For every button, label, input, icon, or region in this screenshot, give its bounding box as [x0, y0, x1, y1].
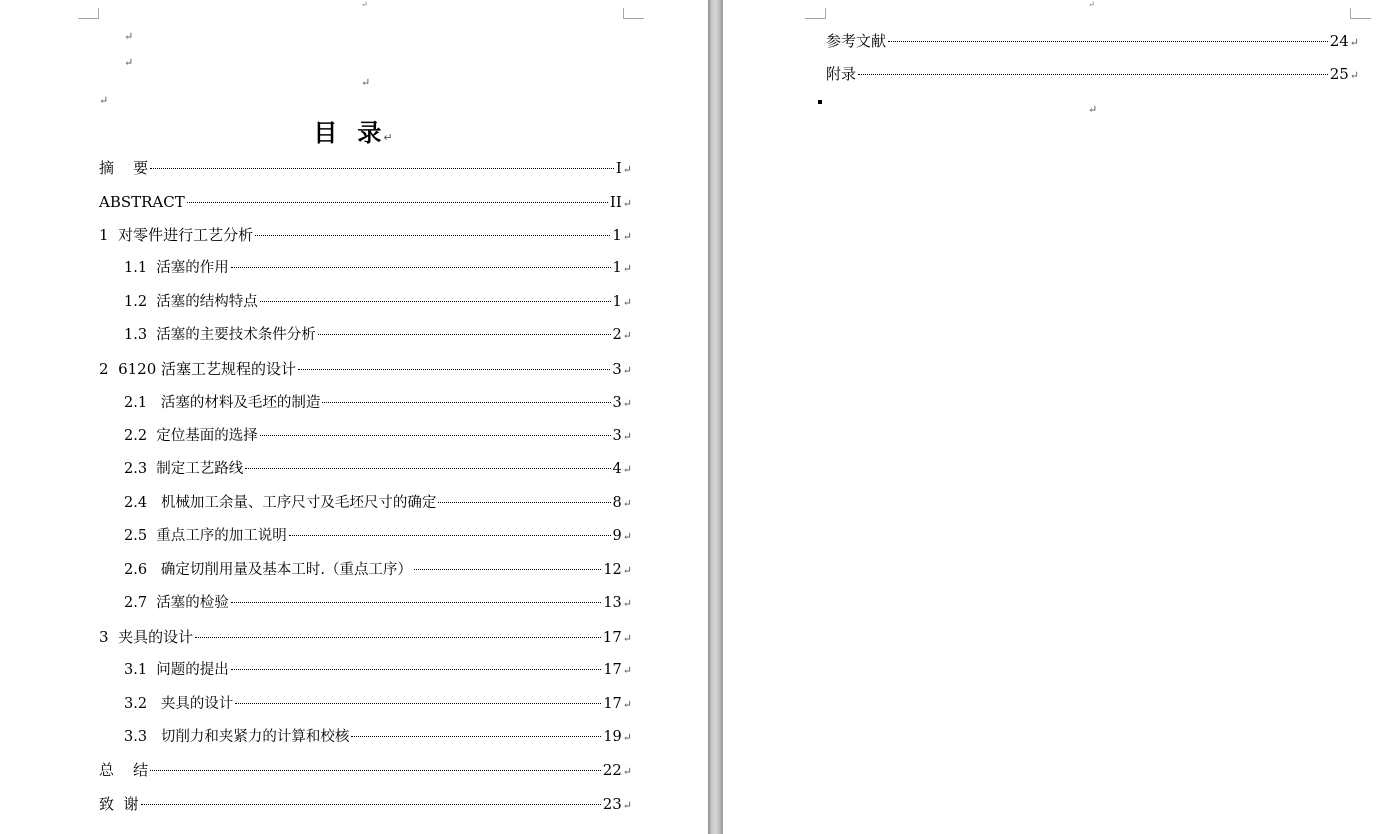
toc-entry[interactable] [124, 560, 632, 580]
toc-entry[interactable] [124, 493, 632, 513]
toc-title-char-2: 录 [357, 119, 384, 147]
paragraph-mark: ↵ [622, 163, 632, 176]
toc-entry-page: 17 [602, 628, 622, 646]
toc-entry-label: 活塞的作用 [156, 260, 229, 276]
paragraph-mark: ↵ [622, 799, 632, 812]
paragraph-mark: ↵ [124, 30, 134, 43]
toc-entry[interactable] [124, 459, 632, 479]
paragraph-mark: ↵ [361, 76, 371, 89]
toc-entry[interactable] [826, 64, 1359, 84]
toc-leader-dots [318, 334, 611, 335]
toc-entry-label: 6120 活塞工艺规程的设计 [118, 360, 297, 378]
paragraph-mark: ↵ [622, 230, 632, 243]
toc-entry-page: 23 [602, 795, 622, 813]
toc-entry-number: 2.3 [124, 461, 157, 477]
margin-corner-top-right [1350, 8, 1371, 19]
toc-entry-number: 3.1 [124, 662, 157, 678]
toc-leader-dots [150, 168, 614, 169]
toc-entry-label: 问题的提出 [156, 662, 229, 678]
paragraph-mark: ↵ [1349, 69, 1359, 82]
toc-entry-page: 17 [603, 662, 622, 678]
toc-leader-dots [414, 569, 601, 570]
toc-entry-page: 2 [612, 327, 622, 343]
toc-entry-number: 1 [99, 226, 119, 244]
paragraph-mark: ↵ [622, 765, 632, 778]
toc-entry-page: 17 [603, 696, 622, 712]
document-page-right [723, 0, 1387, 834]
toc-entry-page: 3 [612, 395, 622, 411]
paragraph-mark: ↵ [622, 197, 632, 210]
toc-entry-page: 24 [1329, 32, 1349, 50]
paragraph-mark: ↵ [622, 397, 632, 410]
margin-corner-top-right [623, 8, 644, 19]
paragraph-mark: ↵ [124, 56, 134, 69]
toc-leader-dots [231, 669, 602, 670]
toc-entry-number: 2.6 [124, 562, 157, 578]
toc-entry-label: 致 谢 [99, 795, 139, 813]
toc-entry-page: 8 [612, 495, 622, 511]
header-paragraph-mark: ↵ [361, 0, 368, 9]
toc-entry[interactable] [124, 292, 632, 312]
toc-entry-label: 制定工艺路线 [156, 461, 244, 477]
toc-entry-label: 活塞的检验 [156, 595, 229, 611]
toc-entry-label: 活塞的材料及毛坯的制造 [156, 395, 321, 411]
toc-entry-page: 22 [602, 761, 622, 779]
paragraph-mark: ↵ [622, 497, 632, 510]
toc-entry-number: 1.2 [124, 294, 157, 310]
toc-entry-page: 1 [612, 226, 622, 244]
toc-leader-dots [858, 74, 1328, 75]
toc-leader-dots [351, 736, 601, 737]
toc-entry-number: 2.2 [124, 428, 157, 444]
toc-leader-dots [187, 202, 608, 203]
toc-entry-label: 附录 [826, 65, 857, 83]
toc-entry-number: 2.7 [124, 595, 157, 611]
toc-leader-dots [260, 435, 611, 436]
toc-entry[interactable] [99, 359, 632, 379]
toc-entry-page: 19 [603, 729, 622, 745]
toc-leader-dots [235, 703, 601, 704]
toc-entry-label: 切削力和夹紧力的计算和校核 [156, 729, 350, 745]
toc-entry-page: 25 [1329, 65, 1349, 83]
paragraph-mark: ↵ [622, 530, 632, 543]
toc-entry[interactable] [124, 258, 632, 278]
paragraph-mark: ↵ [622, 564, 632, 577]
toc-entry-label: 对零件进行工艺分析 [118, 226, 254, 244]
toc-entry[interactable] [124, 393, 632, 413]
toc-entry-number: 2 [99, 360, 119, 378]
toc-entry[interactable] [124, 727, 632, 747]
toc-entry-page: 3 [612, 360, 622, 378]
toc-leader-dots [438, 502, 610, 503]
toc-leader-dots [255, 235, 610, 236]
toc-title [0, 113, 708, 148]
toc-entry-label: 夹具的设计 [118, 628, 194, 646]
margin-corner-top-left [78, 8, 99, 19]
paragraph-mark: ↵ [622, 296, 632, 309]
toc-leader-dots [231, 267, 611, 268]
toc-leader-dots [231, 602, 602, 603]
toc-leader-dots [260, 301, 611, 302]
paragraph-mark: ↵ [622, 664, 632, 677]
toc-entry[interactable] [99, 225, 632, 245]
toc-entry[interactable] [826, 31, 1359, 51]
toc-entry-page: II [609, 193, 622, 211]
paragraph-mark: ↵ [1088, 103, 1098, 116]
toc-leader-dots [289, 535, 611, 536]
toc-entry-page: I [615, 159, 622, 177]
paragraph-mark: ↵ [622, 698, 632, 711]
paragraph-mark: ↵ [622, 430, 632, 443]
header-paragraph-mark: ↵ [1088, 0, 1095, 9]
toc-leader-dots [322, 402, 610, 403]
toc-entry-number: 1.1 [124, 260, 157, 276]
toc-entry-page: 3 [612, 428, 622, 444]
toc-leader-dots [888, 41, 1328, 42]
toc-entry-page: 1 [612, 294, 622, 310]
toc-entry[interactable] [124, 660, 632, 680]
toc-entry-number: 2.5 [124, 528, 157, 544]
toc-entry-label: 夹具的设计 [156, 696, 234, 712]
toc-entry[interactable] [99, 794, 632, 814]
toc-entry-number: 3.3 [124, 729, 157, 745]
paragraph-mark: ↵ [622, 632, 632, 645]
toc-entry-label: 参考文献 [826, 32, 887, 50]
toc-entry[interactable] [124, 325, 632, 345]
toc-entry-number: 2.4 [124, 495, 157, 511]
toc-entry[interactable] [99, 627, 632, 647]
toc-leader-dots [195, 637, 601, 638]
toc-entry-page: 4 [612, 461, 622, 477]
paragraph-mark: ↵ [622, 597, 632, 610]
toc-leader-dots [298, 369, 610, 370]
toc-entry[interactable] [124, 593, 632, 613]
toc-entry-label: 重点工序的加工说明 [156, 528, 287, 544]
toc-entry-page: 9 [612, 528, 622, 544]
paragraph-mark: ↵ [622, 463, 632, 476]
toc-entry-label: 确定切削用量及基本工时.（重点工序） [156, 562, 412, 578]
paragraph-mark: ↵ [622, 262, 632, 275]
toc-title-char-1: 目 [313, 119, 340, 147]
toc-entry-number: 3 [99, 628, 119, 646]
toc-entry-page: 1 [612, 260, 622, 276]
toc-entry-label: 活塞的主要技术条件分析 [156, 327, 316, 343]
toc-entry-label: 总 结 [99, 761, 149, 779]
toc-entry-page: 12 [603, 562, 622, 578]
toc-entry[interactable] [124, 694, 632, 714]
toc-entry-label: ABSTRACT [99, 193, 185, 211]
toc-entry-number: 2.1 [124, 395, 157, 411]
margin-corner-top-left [805, 8, 826, 19]
toc-entry-label: 定位基面的选择 [156, 428, 258, 444]
page-gutter [708, 0, 723, 834]
paragraph-mark: ↵ [1349, 36, 1359, 49]
toc-entry[interactable] [99, 760, 632, 780]
toc-entry-number: 3.2 [124, 696, 157, 712]
toc-entry-number: 1.3 [124, 327, 157, 343]
toc-entry[interactable] [124, 526, 632, 546]
paragraph-mark: ↵ [622, 364, 632, 377]
toc-entry[interactable] [99, 158, 632, 178]
toc-entry-page: 13 [603, 595, 622, 611]
toc-entry-label: 活塞的结构特点 [156, 294, 258, 310]
toc-entry[interactable] [124, 426, 632, 446]
paragraph-mark: ↵ [383, 131, 395, 144]
toc-leader-dots [150, 770, 601, 771]
section-break-marker [818, 100, 822, 104]
toc-entry-label: 摘 要 [99, 159, 149, 177]
paragraph-mark: ↵ [99, 94, 109, 107]
toc-leader-dots [245, 468, 610, 469]
paragraph-mark: ↵ [622, 329, 632, 342]
toc-leader-dots [141, 804, 601, 805]
toc-entry-label: 机械加工余量、工序尺寸及毛坯尺寸的确定 [156, 495, 437, 511]
toc-entry[interactable] [99, 192, 632, 212]
paragraph-mark: ↵ [622, 731, 632, 744]
